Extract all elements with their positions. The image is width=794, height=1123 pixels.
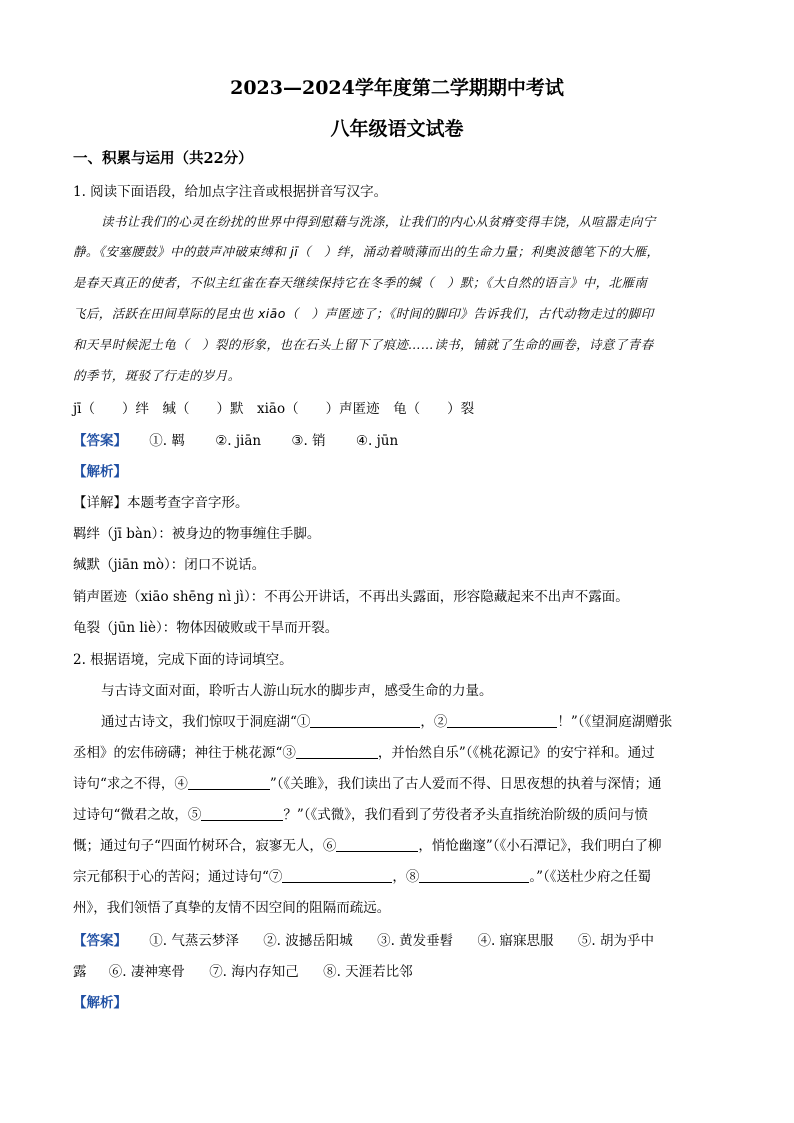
answer-label: 【答案】 bbox=[73, 433, 127, 449]
detail-line: 【详解】本题考查字音字形。 bbox=[73, 495, 249, 511]
fill-blank[interactable] bbox=[310, 713, 420, 728]
text-run: ，悄怆幽邃”（《小石潭记》，我们明白了柳 bbox=[418, 838, 662, 854]
text-run: 宗元郁积于心的苦闷；通过诗句“⑦ bbox=[73, 869, 283, 885]
answer-label: 【答案】 bbox=[73, 933, 127, 949]
text-run: ，⑧ bbox=[392, 869, 420, 885]
text-run: 慨；通过句子“四面竹树环合，寂寥无人，⑥ bbox=[73, 838, 337, 854]
fill-blank[interactable] bbox=[296, 744, 378, 759]
answer-item: ④. jūn bbox=[355, 433, 399, 449]
q2-answer-row bbox=[73, 931, 654, 951]
analysis-label: 【解析】 bbox=[73, 464, 127, 480]
text-run: 过诗句“微君之故，⑤ bbox=[73, 807, 202, 823]
q2-para-line: 州》，我们领悟了真挚的友情不因空间的阻隔而疏远。 bbox=[73, 900, 391, 916]
q2-stem: 2. 根据语境，完成下面的诗词填空。 bbox=[73, 652, 293, 668]
answer-item: ③. 黄发垂髫 bbox=[377, 933, 454, 949]
fill-blank[interactable] bbox=[336, 837, 418, 852]
answer-item: ⑧. 天涯若比邻 bbox=[323, 964, 413, 980]
fill-blank[interactable] bbox=[419, 868, 529, 883]
detail-line: 缄默（jiān mò）：闭口不说话。 bbox=[73, 557, 266, 573]
q1-passage-line: 读书让我们的心灵在纷扰的世界中得到慰藉与洗涤，让我们的内心从贫瘠变得丰饶，从喧嚣走向宁 bbox=[101, 214, 656, 229]
q1-passage-line: 飞后，活跃在田间草际的昆虫也 xiāo（ ）声匿迹了；《时间的脚印》告诉我们，古代动物走过的脚印 bbox=[73, 306, 654, 321]
q2-intro: 与古诗文面对面，聆听古人游山玩水的脚步声，感受生命的力量。 bbox=[101, 683, 493, 699]
text-run: 通过古诗文，我们惊叹于洞庭湖“① bbox=[101, 714, 311, 730]
answer-item: ①. 羁 bbox=[149, 433, 185, 449]
answer-item: ⑤. 胡为乎中 bbox=[577, 933, 654, 949]
q2-answer-row-cont bbox=[73, 962, 439, 982]
text-run: ，② bbox=[420, 714, 448, 730]
text-run: 丞相》的宏伟磅礴；神往于桃花源“③ bbox=[73, 745, 296, 761]
fill-blank[interactable] bbox=[188, 775, 270, 790]
q1-passage-line: 是春天真正的使者，不似主红雀在春天继续保持它在冬季的缄（ ）默；《大自然的语言》中，北雁南 bbox=[73, 275, 648, 290]
detail-line: 销声匿迹（xiāo shēng nì jì）：不再公开讲话，不再出头露面，形容隐藏起来不出声不露面。 bbox=[73, 589, 629, 605]
fill-blank[interactable] bbox=[201, 806, 283, 821]
fill-blank[interactable] bbox=[282, 868, 392, 883]
text-run: ”（《关雎》，我们读出了古人爱而不得、日思夜想的执着与深情；通 bbox=[269, 776, 662, 792]
text-run: ，并怡然自乐”（《桃花源记》的安宁祥和。通过 bbox=[377, 745, 655, 761]
answer-item: ②. 波撼岳阳城 bbox=[263, 933, 353, 949]
answer-item: ①. 气蒸云梦泽 bbox=[149, 933, 239, 949]
exam-subtitle: 八年级语文试卷 bbox=[330, 118, 464, 140]
q1-passage-line: 和天旱时候泥土龟（ ）裂的形象，也在石头上留下了痕迹……读书，铺就了生命的画卷，诗意了青春 bbox=[73, 337, 654, 352]
q1-stem: 1. 阅读下面语段，给加点字注音或根据拼音写汉字。 bbox=[73, 184, 388, 200]
answer-item: ⑥. 凄神寒骨 bbox=[108, 964, 185, 980]
q2-para-line bbox=[73, 805, 648, 825]
q2-para-line bbox=[73, 867, 651, 887]
answer-item: 露 bbox=[73, 964, 87, 980]
q1-passage-line: 的季节，斑驳了行走的岁月。 bbox=[73, 368, 241, 383]
text-run: 诗句“求之不得，④ bbox=[73, 776, 188, 792]
q1-answer-row bbox=[73, 431, 424, 451]
answer-item: ⑦. 海内存知己 bbox=[209, 964, 299, 980]
text-run: 。”（《送杜少府之任蜀 bbox=[529, 869, 652, 885]
detail-line: 羁绊（jī bàn）：被身边的物事缠住手脚。 bbox=[73, 526, 321, 542]
analysis-label: 【解析】 bbox=[73, 995, 127, 1011]
fill-blank[interactable] bbox=[447, 713, 557, 728]
answer-item: ③. 销 bbox=[291, 433, 326, 449]
text-run: ！”（《望洞庭湖赠张 bbox=[557, 714, 673, 730]
q2-para-line bbox=[73, 743, 655, 763]
section-heading: 一、积累与运用（共22分） bbox=[73, 150, 253, 167]
q1-analysis-row bbox=[73, 462, 145, 482]
answer-item: ②. jiān bbox=[215, 433, 262, 449]
answer-item: ④. 寤寐思服 bbox=[477, 933, 554, 949]
q2-para-line bbox=[73, 774, 662, 794]
q2-para-line bbox=[73, 836, 662, 856]
q1-prompt: jī（ ）绊 缄（ ）默 xiāo（ ）声匿迹 龟（ ）裂 bbox=[73, 401, 475, 417]
detail-line: 龟裂（jūn liè）：物体因破败或干旱而开裂。 bbox=[73, 620, 339, 636]
text-run: ？”（《式微》，我们看到了劳役者矛头直指统治阶级的质问与愤 bbox=[283, 807, 649, 823]
q1-passage-line: 静。《安塞腰鼓》中的鼓声冲破束缚和 jī（ ）绊，涌动着喷薄而出的生命力量；利奥波德笔下的大雁， bbox=[73, 244, 660, 259]
exam-title: 2023—2024学年度第二学期期中考试 bbox=[230, 77, 564, 99]
q2-para-line bbox=[101, 712, 672, 732]
q2-analysis-row bbox=[73, 993, 145, 1013]
